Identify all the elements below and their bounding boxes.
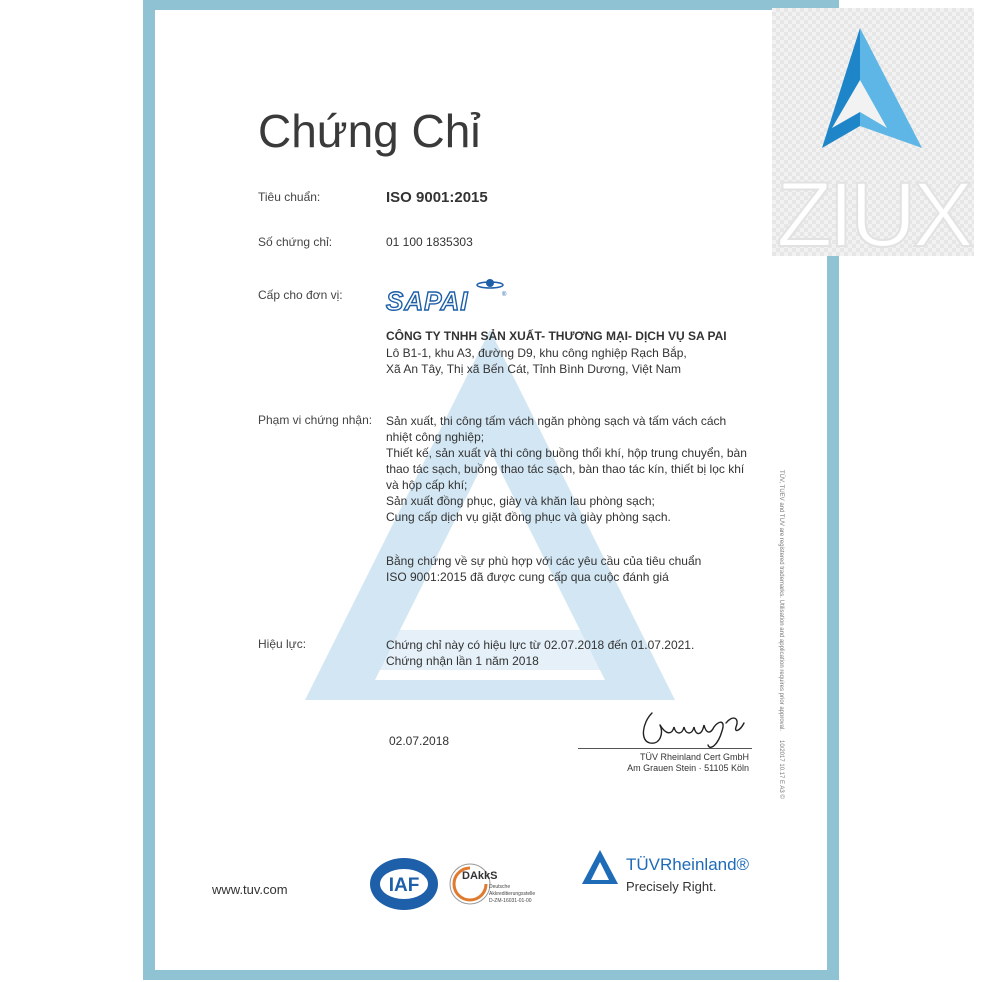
signer-line: TÜV Rheinland Cert GmbH <box>639 752 749 762</box>
ziux-triangle-icon <box>772 8 974 256</box>
dakks-line: D-ZM-16031-01-00 <box>489 898 532 904</box>
dakks-details <box>489 884 535 905</box>
evidence-line: ISO 9001:2015 đã được cung cấp qua cuộc đánh giá <box>386 570 669 584</box>
signature-icon <box>630 705 760 753</box>
signature-line <box>578 748 752 749</box>
validity-line: Chứng nhận lần 1 năm 2018 <box>386 654 539 668</box>
number-value: 01 100 1835303 <box>386 235 473 249</box>
ziux-logo <box>772 8 974 256</box>
validity-text <box>386 637 694 669</box>
evidence-text <box>386 553 701 585</box>
certificate-title: Chứng Chỉ <box>258 105 481 157</box>
scope-label: Phạm vi chứng nhận: <box>258 413 373 427</box>
evidence-line: Bằng chứng về sự phù hợp với các yêu cầu của tiêu chuẩn <box>386 554 702 568</box>
scope-text <box>386 413 747 525</box>
validity-label: Hiệu lực: <box>258 637 307 651</box>
tuv-slogan: Precisely Right. <box>626 879 717 894</box>
dakks-name: DAkkS <box>462 870 498 882</box>
iaf-wordmark: IAF <box>388 875 420 896</box>
scope-line: Cung cấp dịch vụ giặt đồng phục và giày phòng sạch. <box>386 510 671 524</box>
tuv-brand: TÜVRheinland® <box>626 855 750 874</box>
scope-line: thao tác sạch, buồng thao tác sạch, bàn thao tác kín, thiết bị lọc khí <box>386 462 745 476</box>
dakks-line: Deutsche <box>489 884 511 890</box>
sapai-logo <box>384 276 514 316</box>
number-label: Số chứng chỉ: <box>258 235 333 249</box>
svg-text:®: ® <box>502 292 507 298</box>
scope-line: nhiệt công nghiệp; <box>386 430 485 444</box>
scope-line: Thiết kế, sản xuất và thi công buồng thổi khí, hộp trung chuyển, bàn <box>386 446 747 460</box>
form-code: 10/2017 10.17 E A3 © <box>778 740 784 799</box>
signer-address <box>549 752 749 774</box>
dakks-emblem-icon <box>448 862 492 906</box>
scope-line: Sản xuất đồng phục, giày và khăn lau phòng sạch; <box>386 494 655 508</box>
dakks-line: Akkreditierungsstelle <box>489 891 536 897</box>
scope-line: Sản xuất, thi công tấm vách ngăn phòng sạch và tấm vách cách <box>386 414 727 428</box>
address-line: Lô B1-1, khu A3, đường D9, khu công nghiệp Rạch Bắp, <box>386 346 687 360</box>
website-link[interactable]: www.tuv.com <box>212 882 288 897</box>
signer-line: Am Grauen Stein · 51105 Köln <box>627 763 749 773</box>
scope-line: và hộp cấp khí; <box>386 478 468 492</box>
address-line: Xã An Tây, Thị xã Bến Cát, Tỉnh Bình Dương, Việt Nam <box>386 362 681 376</box>
company-name: CÔNG TY TNHH SẢN XUẤT- THƯƠNG MẠI- DỊCH VỤ SA PAI <box>386 329 727 343</box>
issue-date: 02.07.2018 <box>389 734 450 748</box>
tuv-triangle-icon <box>582 850 618 884</box>
company-address <box>386 345 687 377</box>
ziux-wordmark: ZIUX <box>776 164 970 256</box>
standard-value: ISO 9001:2015 <box>386 189 488 206</box>
trademark-note: TÜV, TUEV and TUV are registered trademarks. Utilisation and application requires prior approval. <box>778 470 784 732</box>
iaf-logo <box>368 856 440 912</box>
standard-label: Tiêu chuẩn: <box>258 190 321 204</box>
sapai-wordmark: SAPAI <box>386 286 469 316</box>
issued-to-label: Cấp cho đơn vị: <box>258 288 343 302</box>
validity-line: Chứng chỉ này có hiệu lực từ 02.07.2018 đến 01.07.2021. <box>386 638 695 652</box>
